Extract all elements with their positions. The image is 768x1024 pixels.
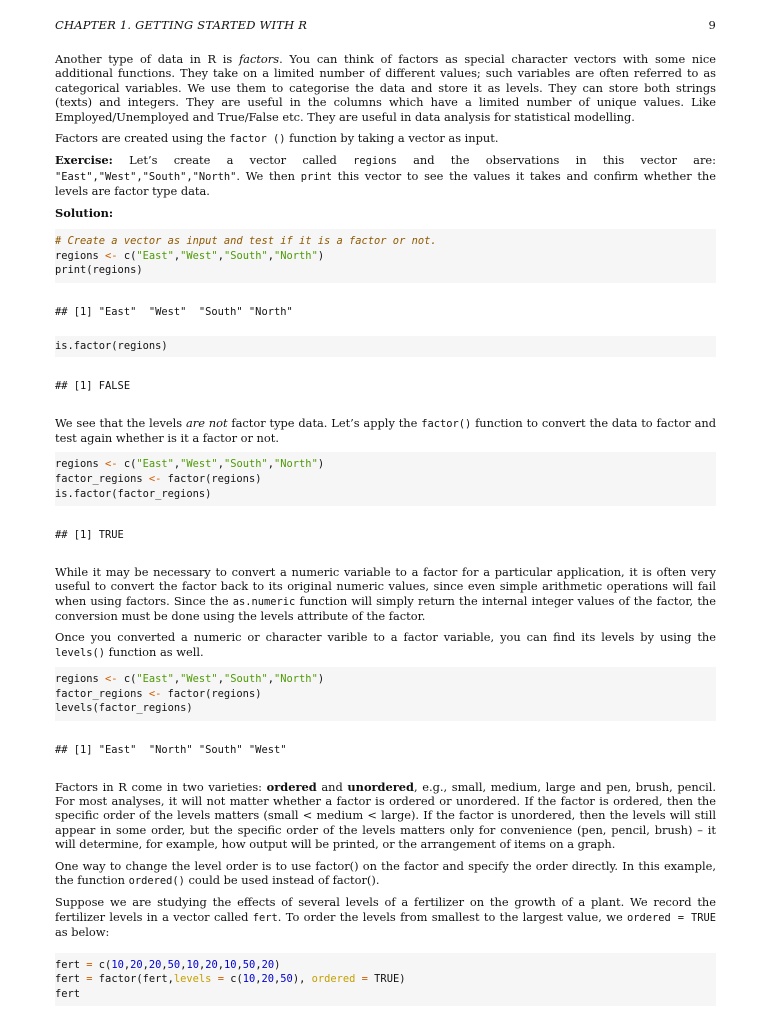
paragraph-level-order: One way to change the level order is to use factor() on the factor and specify the order directly. In this example, the function ordered() could be used instead of factor(). bbox=[55, 858, 716, 888]
code-block-fert: fert = c(10,20,20,50,10,20,10,50,20) fert = factor(fert,levels = c(10,20,50), ordered = TRUE) fert bbox=[55, 953, 716, 1007]
output-levels: ## [1] "East" "North" "South" "West" bbox=[55, 744, 287, 757]
code-block-create-vector: # Create a vector as input and test if it is a factor or not. regions <- c("East","West","South","North") print(regions) bbox=[55, 229, 716, 283]
running-header bbox=[55, 18, 716, 32]
paragraph-exercise: Exercise: Let’s create a vector called regions and the observations in this vector are: "East","West","South","North". We then print this vector to see the values it takes and confirm whether the levels are factor type data. bbox=[55, 153, 716, 199]
paragraph-as-numeric: While it may be necessary to convert a numeric variable to a factor for a particular application, it is often very useful to convert the factor back to its original numeric values, since even simple arithmetic operations will fail when using factors. Since the as.numeric function will simply return the internal integer values of the factor, the conversion must be done using the levels attribute of the factor. bbox=[55, 564, 716, 624]
page-number: 9 bbox=[708, 18, 716, 32]
page-content bbox=[55, 52, 716, 1006]
chapter-title: CHAPTER 1. GETTING STARTED WITH R bbox=[55, 18, 308, 32]
code-block-factor-regions: regions <- c("East","West","South","North") factor_regions <- factor(regions) is.factor(factor_regions) bbox=[55, 452, 716, 506]
output-regions: ## [1] "East" "West" "South" "North" bbox=[55, 305, 293, 318]
paragraph-factor-function: Factors are created using the factor () function by taking a vector as input. bbox=[55, 131, 499, 146]
paragraph-levels: Once you converted a numeric or character varible to a factor variable, you can find its levels by using the levels() function as well. bbox=[55, 630, 716, 659]
code-block-is-factor: is.factor(regions) bbox=[55, 336, 716, 357]
code-block-levels: regions <- c("East","West","South","North") factor_regions <- factor(regions) levels(factor_regions) bbox=[55, 667, 716, 721]
solution-label: Solution: bbox=[55, 205, 114, 220]
paragraph-fertilizer: Suppose we are studying the effects of several levels of a fertilizer on the growth of a plant. We record the fertilizer levels in a vector called fert. To order the levels from smallest to the largest value, we ordered = TRUE as below: bbox=[55, 895, 716, 940]
paragraph-factors-intro: Another type of data in R is factors. You can think of factors as special character vectors with some nice additional functions. They take on a limited number of different values; such variables are often referred to as categorical variables. We use them to categorise the data and store it as levels. They can store both strings (texts) and integers. They are useful in the columns which have a limited number of unique values. Like Employed/Unemployed and True/False etc. They are useful in data analysis for statistical modelling. bbox=[55, 52, 716, 124]
output-true: ## [1] TRUE bbox=[55, 529, 124, 542]
output-false: ## [1] FALSE bbox=[55, 380, 131, 393]
paragraph-are-not: We see that the levels are not factor type data. Let’s apply the factor() function to convert the data to factor and test again whether is it a factor or not. bbox=[55, 415, 716, 446]
paragraph-ordered-unordered: Factors in R come in two varieties: ordered and unordered, e.g., small, medium, large and pen, brush, pencil. For most analyses, it will not matter whether a factor is ordered or unordered. If the factor is ordered, then the specific order of the levels matters (small < medium < large). If the factor is unordered, then the levels will still appear in some order, but the specific order of the levels matters only for convenience (pen, pencil, brush) – it will determine, for example, how output will be printed, or the arrangement of items on a graph. bbox=[55, 779, 716, 852]
